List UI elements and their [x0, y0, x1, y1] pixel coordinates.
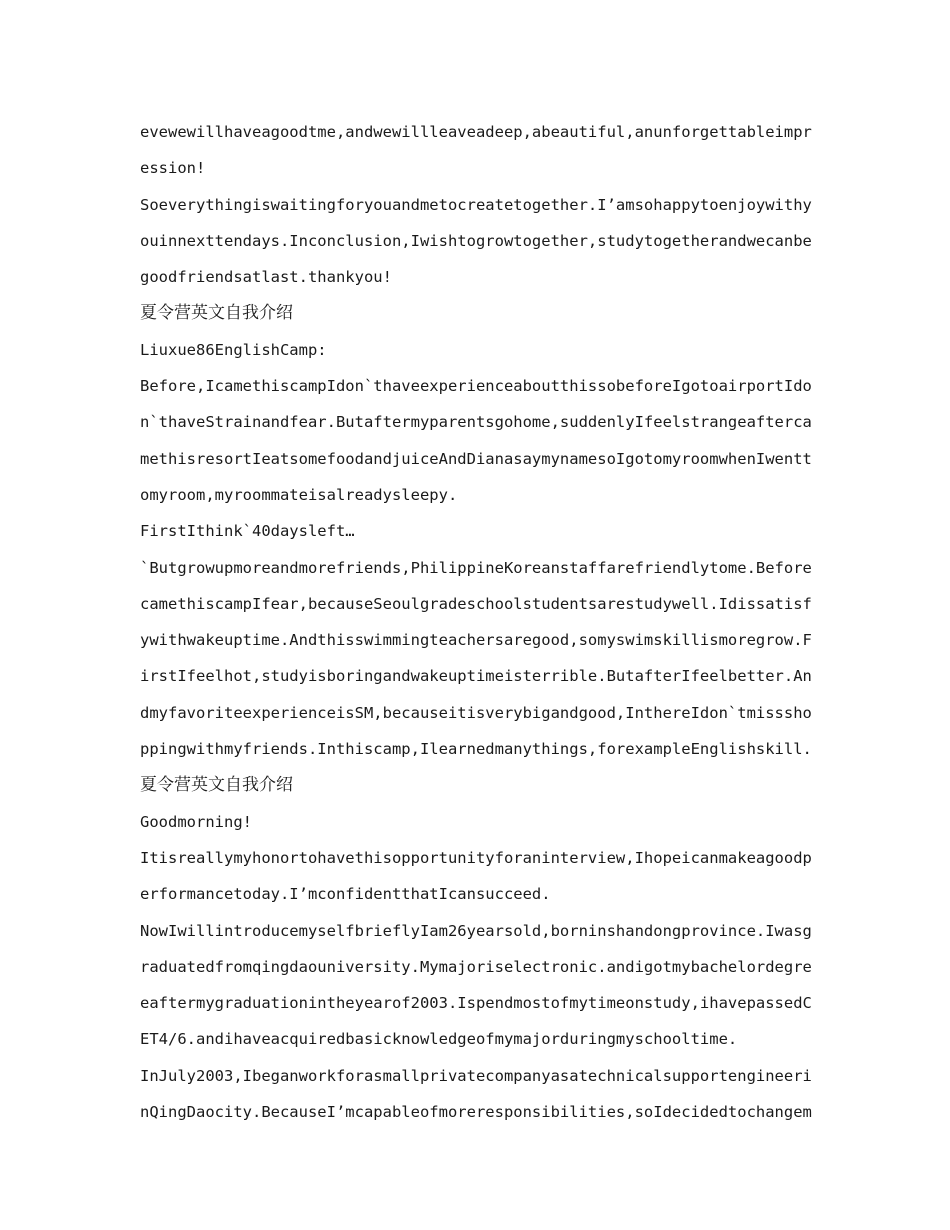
text-line: Goodmorning!: [140, 812, 252, 831]
text-line: ppingwithmyfriends.Inthiscamp,Ilearnedmanythings,forexampleEnglishskill.: [140, 740, 812, 759]
text-line: `Butgrowupmoreandmorefriends,PhilippineKoreanstaffarefriendlytome.Before: [140, 558, 812, 577]
text-line: NowIwillintroducemyselfbrieflyIam26yearsold,borninshandongprovince.Iwasg: [140, 921, 812, 940]
text-line: raduatedfromqingdaouniversity.Mymajoriselectronic.andigotmybachelordegre: [140, 957, 812, 976]
text-line: InJuly2003,Ibeganworkforasmallprivatecompanyasatechnicalsupportengineeri: [140, 1066, 812, 1085]
text-line: ouinnexttendays.Inconclusion,Iwishtogrowtogether,studytogetherandwecanbe: [140, 231, 812, 250]
document-body: [140, 114, 812, 1130]
text-line: Itisreallymyhonortohavethisopportunityforaninterview,Ihopeicanmakeagoodp: [140, 848, 812, 867]
text-line: ET4/6.andihaveacquiredbasicknowledgeofmymajorduringmyschooltime.: [140, 1030, 738, 1049]
text-line: methisresortIeatsomefoodandjuiceAndDianasaymynamesoIgotomyroomwhenIwentt: [140, 449, 812, 468]
text-line: camethiscampIfear,becauseSeoulgradeschoolstudentsarestudywell.Idissatisf: [140, 594, 812, 613]
text-line: ywithwakeuptime.Andthisswimmingteachersaregood,somyswimskillismoregrow.F: [140, 631, 812, 650]
text-line: Soeverythingiswaitingforyouandmetocreatetogether.I’amsohappytoenjoywithy: [140, 195, 812, 214]
text-line: omyroom,myroommateisalreadysleepy.: [140, 485, 458, 504]
text-line: goodfriendsatlast.thankyou!: [140, 268, 392, 287]
text-line: n`thaveStrainandfear.Butaftermyparentsgohome,suddenlyIfeelstrangeafterca: [140, 413, 812, 432]
text-line: Before,IcamethiscampIdon`thaveexperienceaboutthissobeforeIgotoairportIdo: [140, 377, 812, 396]
text-line: irstIfeelhot,studyisboringandwakeuptimeisterrible.ButafterIfeelbetter.An: [140, 667, 812, 686]
text-line: ession!: [140, 159, 206, 178]
section-heading: 夏令营英文自我介绍: [140, 775, 293, 796]
text-line: nQingDaocity.BecauseI’mcapableofmoreresponsibilities,soIdecidedtochangem: [140, 1103, 812, 1122]
text-line: eaftermygraduationintheyearof2003.Ispendmostofmytimeonstudy,ihavepassedC: [140, 994, 812, 1013]
section-heading: 夏令营英文自我介绍: [140, 303, 293, 324]
text-line: dmyfavoriteexperienceisSM,becauseitisverybigandgood,InthereIdon`tmisssho: [140, 703, 812, 722]
text-line: erformancetoday.I’mconfidentthatIcansucceed.: [140, 885, 551, 904]
text-line: evewewillhaveagoodtme,andwewillleaveadeep,abeautiful,anunforgettableimpr: [140, 123, 812, 141]
text-line: FirstIthink`40daysleft…: [140, 522, 355, 541]
text-line: Liuxue86EnglishCamp:: [140, 340, 327, 359]
